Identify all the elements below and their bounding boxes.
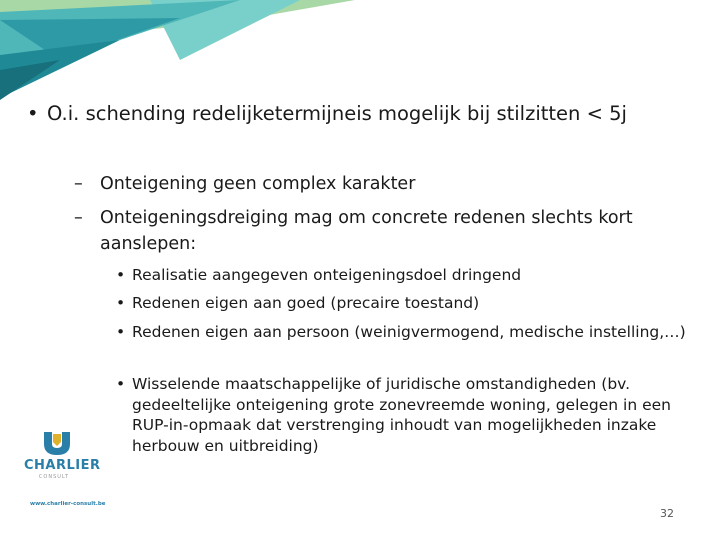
bullet-marker: • bbox=[116, 323, 126, 341]
bullet-marker: • bbox=[116, 266, 126, 284]
charlier-logo bbox=[24, 430, 104, 480]
dash-item bbox=[74, 171, 660, 197]
footer-url: www.charlier-consult.be bbox=[30, 501, 106, 507]
sub-bullet-item bbox=[116, 322, 692, 343]
sub-bullet-text: Redenen eigen aan goed (precaire toestand) bbox=[132, 294, 480, 312]
bullet-marker: • bbox=[27, 102, 39, 125]
page-number: 32 bbox=[660, 507, 674, 520]
bullet-marker: • bbox=[116, 294, 126, 312]
bullet-text: O.i. schending redelijketermijneis mogelijk bij stilzitten < 5j bbox=[47, 102, 627, 125]
bullet-marker: • bbox=[116, 375, 126, 393]
dash-text: Onteigeningsdreiging mag om concrete redenen slechts kort aanslepen: bbox=[100, 208, 633, 254]
dash-marker: – bbox=[74, 208, 83, 228]
logo-subtitle: CONSULT bbox=[38, 474, 70, 480]
dash-item bbox=[74, 205, 660, 257]
sub-bullet-item bbox=[116, 374, 692, 456]
sub-bullet-item bbox=[116, 293, 692, 314]
logo-name: CHARLIER bbox=[24, 458, 101, 473]
header-decoration bbox=[0, 0, 360, 100]
dash-marker: – bbox=[74, 174, 83, 194]
sub-bullet-text: Wisselende maatschappelijke of juridische omstandigheden (bv. gedeeltelijke onteigening grote zonevreemde woning, gelegen in een RUP-in-opmaak dat verstrenging inhoudt van mogelijkheden inzake herbouw en uitbreiding) bbox=[132, 375, 671, 455]
sub-bullet-text: Realisatie aangegeven onteigeningsdoel dringend bbox=[132, 266, 522, 284]
logo-mark-icon bbox=[42, 430, 72, 456]
sub-bullet-item bbox=[116, 265, 692, 286]
bullet-level1 bbox=[27, 99, 627, 129]
dash-text: Onteigening geen complex karakter bbox=[100, 174, 416, 194]
sub-bullet-text: Redenen eigen aan persoon (weinigvermogend, medische instelling,…) bbox=[132, 323, 686, 341]
